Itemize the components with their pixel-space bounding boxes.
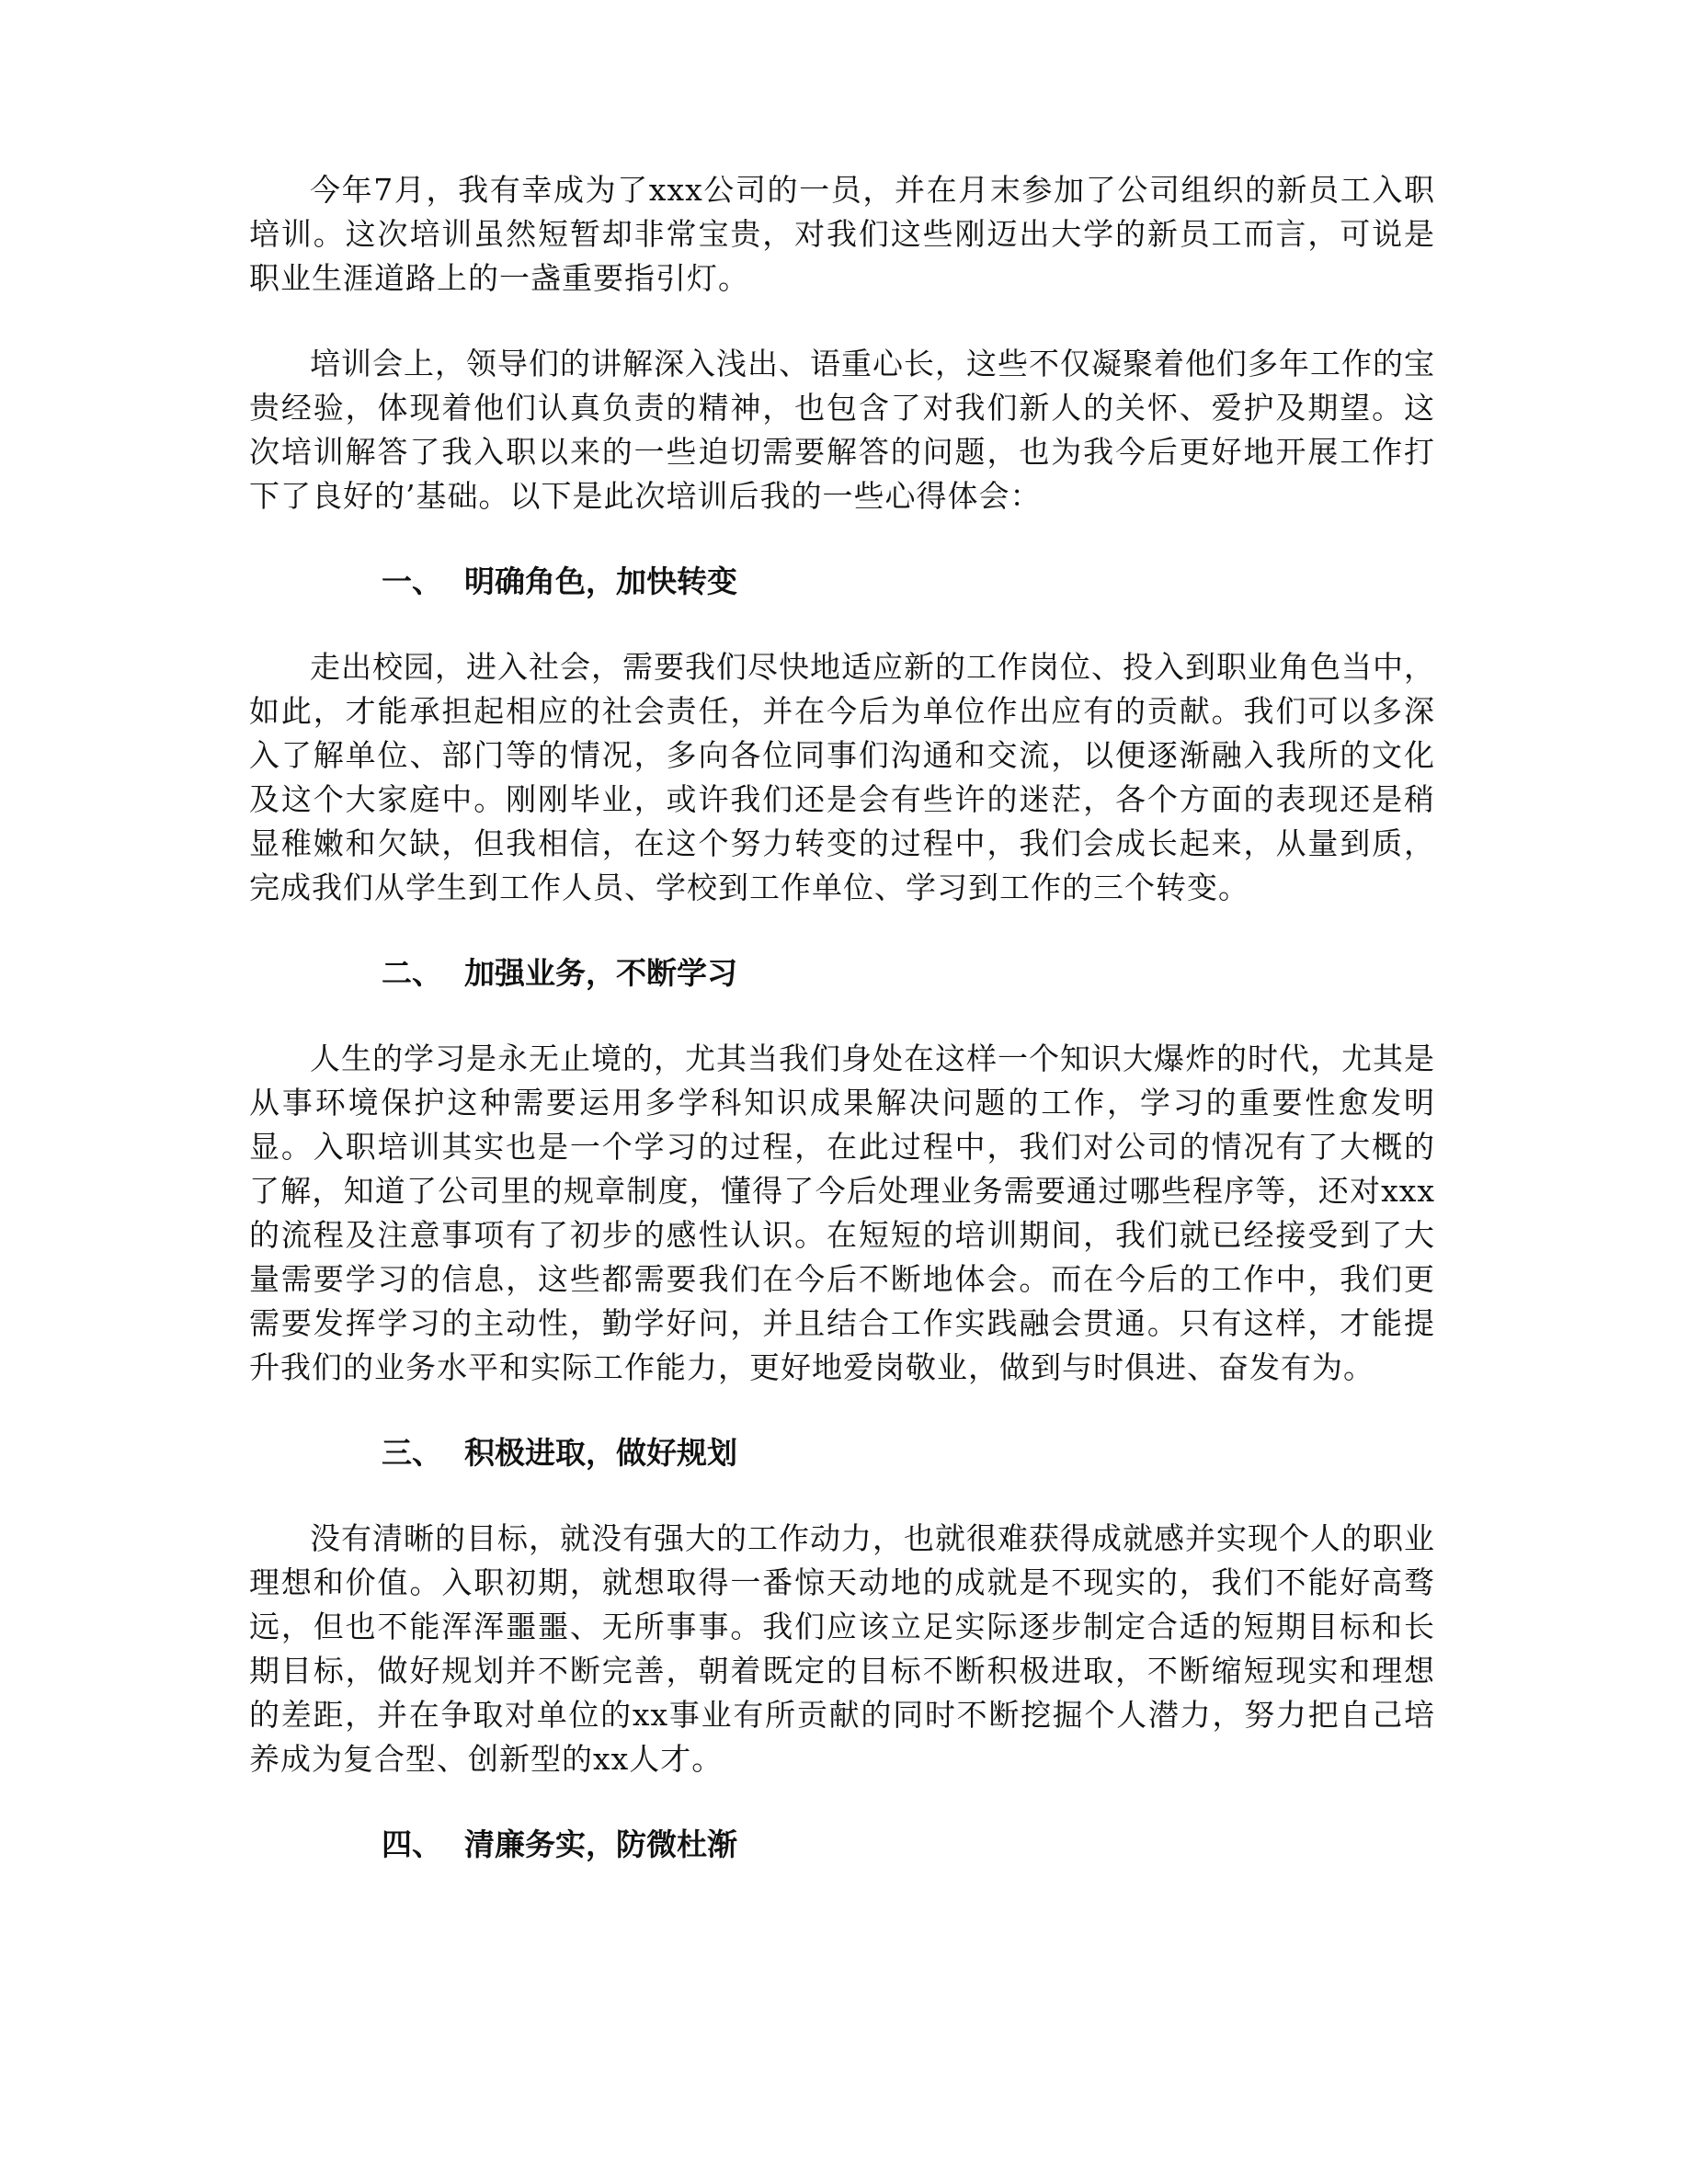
document-body	[249, 168, 1435, 1908]
section-title: 加强业务，不断学习	[464, 955, 737, 991]
section-number: 一、	[382, 563, 442, 599]
section-heading-1	[249, 560, 1435, 604]
section-heading-3	[249, 1431, 1435, 1475]
section-title: 明确角色，加快转变	[464, 563, 737, 599]
section-2-paragraph: 人生的学习是永无止境的，尤其当我们身处在这样一个知识大爆炸的时代，尤其是从事环境保护这种需要运用多学科知识成果解决问题的工作，学习的重要性愈发明显。入职培训其实也是一个学习的过程，在此过程中，我们对公司的情况有了大概的了解，知道了公司里的规章制度，懂得了今后处理业务需要通过哪些程序等，还对xxx的流程及注意事项有了初步的感性认识。在短短的培训期间，我们就已经接受到了大量需要学习的信息，这些都需要我们在今后不断地体会。而在今后的工作中，我们更需要发挥学习的主动性，勤学好问，并且结合工作实践融会贯通。只有这样，才能提升我们的业务水平和实际工作能力，更好地爱岗敬业，做到与时俱进、奋发有为。	[249, 1041, 1435, 1385]
section-heading-4	[249, 1823, 1435, 1867]
intro-paragraph-1: 今年7月，我有幸成为了xxx公司的一员，并在月末参加了公司组织的新员工入职培训。这次培训虽然短暂却非常宝贵，对我们这些刚迈出大学的新员工而言，可说是职业生涯道路上的一盏重要指引灯。	[249, 172, 1435, 296]
section-1-paragraph: 走出校园，进入社会，需要我们尽快地适应新的工作岗位、投入到职业角色当中，如此，才能承担起相应的社会责任，并在今后为单位作出应有的贡献。我们可以多深入了解单位、部门等的情况，多向各位同事们沟通和交流，以便逐渐融入我所的文化及这个大家庭中。刚刚毕业，或许我们还是会有些许的迷茫，各个方面的表现还是稍显稚嫩和欠缺，但我相信，在这个努力转变的过程中，我们会成长起来，从量到质，完成我们从学生到工作人员、学校到工作单位、学习到工作的三个转变。	[249, 649, 1435, 905]
section-3-paragraph: 没有清晰的目标，就没有强大的工作动力，也就很难获得成就感并实现个人的职业理想和价值。入职初期，就想取得一番惊天动地的成就是不现实的，我们不能好高骛远，但也不能浑浑噩噩、无所事事。我们应该立足实际逐步制定合适的短期目标和长期目标，做好规划并不断完善，朝着既定的目标不断积极进取，不断缩短现实和理想的差距，并在争取对单位的xx事业有所贡献的同时不断挖掘个人潜力，努力把自己培养成为复合型、创新型的xx人才。	[249, 1520, 1435, 1777]
section-number: 二、	[382, 955, 442, 991]
section-number: 三、	[382, 1435, 442, 1471]
section-number: 四、	[382, 1826, 442, 1862]
section-title: 清廉务实，防微杜渐	[464, 1826, 737, 1862]
section-heading-2	[249, 951, 1435, 995]
section-title: 积极进取，做好规划	[464, 1435, 737, 1471]
intro-paragraph-2: 培训会上，领导们的讲解深入浅出、语重心长，这些不仅凝聚着他们多年工作的宝贵经验，体现着他们认真负责的精神，也包含了对我们新人的关怀、爱护及期望。这次培训解答了我入职以来的一些迫切需要解答的问题，也为我今后更好地开展工作打下了良好的’基础。以下是此次培训后我的一些心得体会：	[249, 346, 1435, 514]
